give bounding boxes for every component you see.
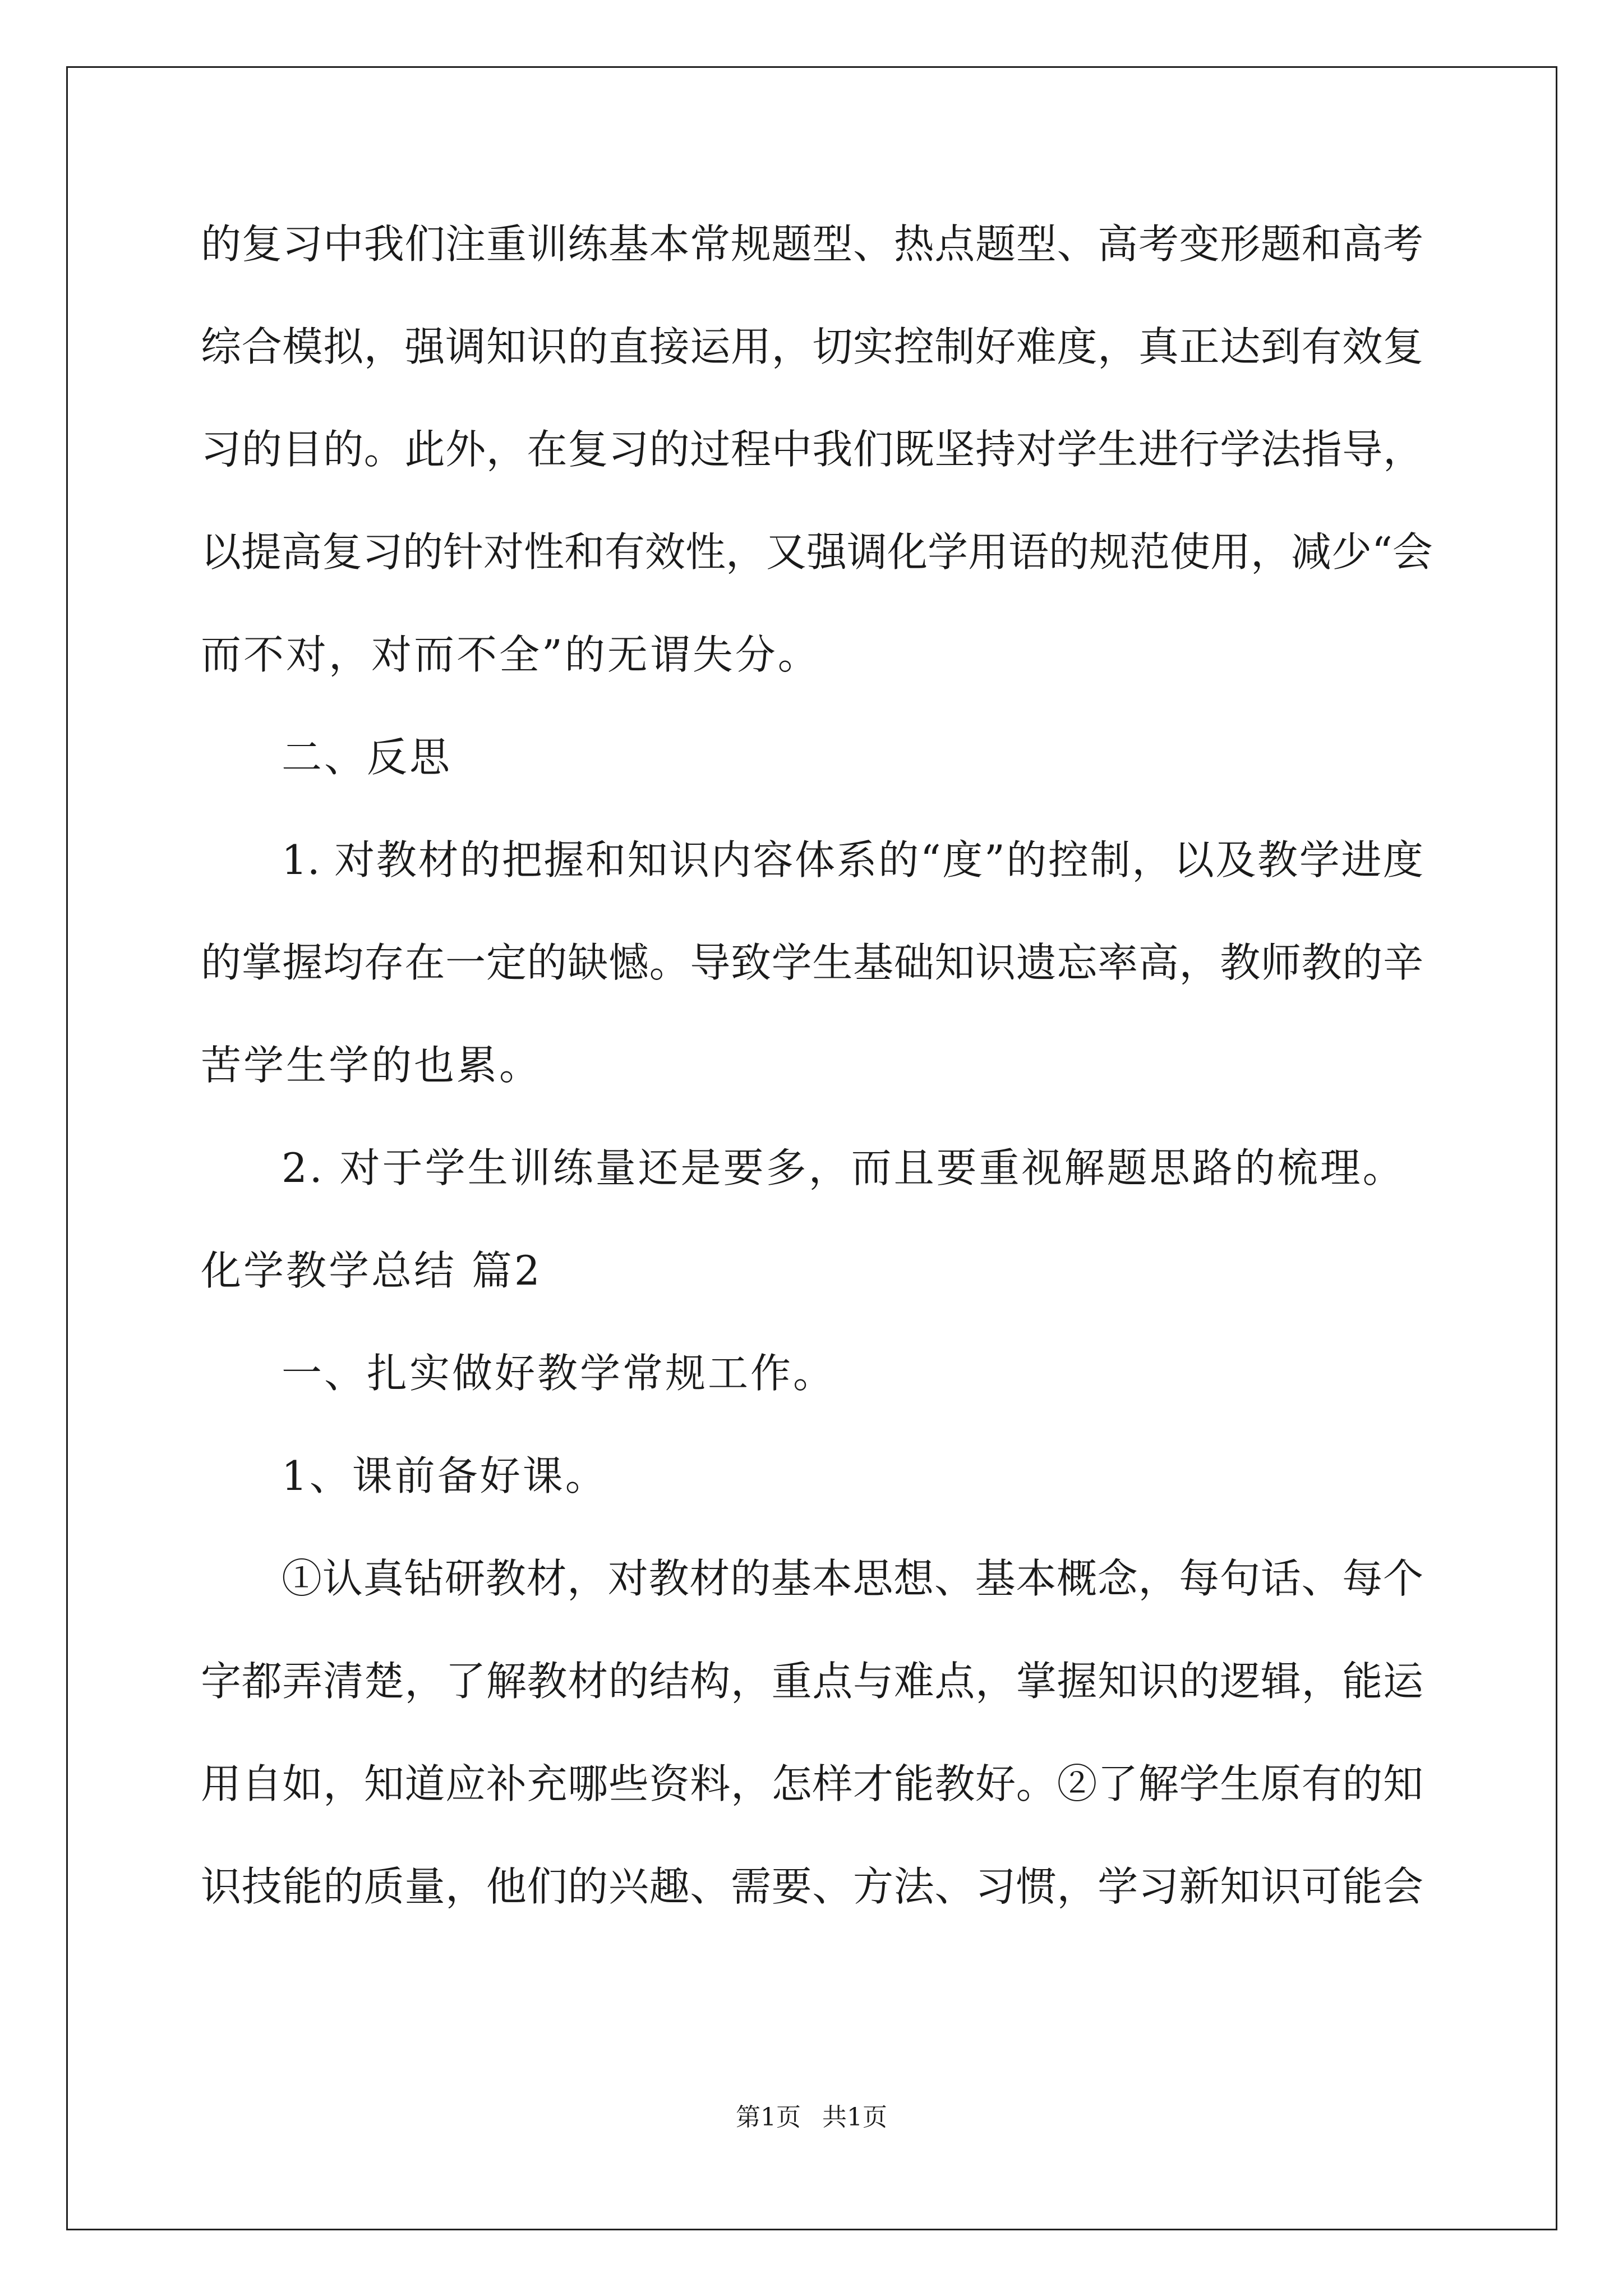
paragraph-line: 1. 对教材的把握和知识内容体系的“度”的控制，以及教学进度 <box>282 836 1423 884</box>
paragraph-line: 苦学生学的也累。 <box>201 1042 542 1089</box>
paragraph-line: 以提高复习的针对性和有效性，又强调化学用语的规范使用，减少“会 <box>201 528 1433 576</box>
paragraph-line: 综合模拟，强调知识的直接运用，切实控制好难度，真正达到有效复 <box>201 323 1423 370</box>
paragraph-line: 而不对，对而不全”的无谓失分。 <box>201 631 820 678</box>
paragraph-line: 的掌握均存在一定的缺憾。导致学生基础知识遗忘率高，教师教的辛 <box>201 939 1423 986</box>
paragraph-line: 识技能的质量，他们的兴趣、需要、方法、习惯，学习新知识可能会 <box>201 1863 1423 1910</box>
section-heading: 二、反思 <box>282 734 453 781</box>
paragraph-line: 2. 对于学生训练量还是要多，而且要重视解题思路的梳理。 <box>282 1144 1405 1191</box>
paragraph-line: 习的目的。此外，在复习的过程中我们既坚持对学生进行学法指导， <box>201 426 1423 473</box>
paragraph-line: ①认真钻研教材，对教材的基本思想、基本概念，每句话、每个 <box>282 1555 1423 1602</box>
article-title: 化学教学总结 篇2 <box>201 1247 542 1294</box>
section-heading: 一、扎实做好教学常规工作。 <box>282 1350 836 1397</box>
paragraph-line: 的复习中我们注重训练基本常规题型、热点题型、高考变形题和高考 <box>201 220 1423 268</box>
paragraph-line: 用自如，知道应补充哪些资料，怎样才能教好。②了解学生原有的知 <box>201 1760 1423 1807</box>
subsection-heading: 1、课前备好课。 <box>282 1452 608 1499</box>
page-footer: 第1页 共1页 <box>736 2103 887 2132</box>
paragraph-line: 字都弄清楚，了解教材的结构，重点与难点，掌握知识的逻辑，能运 <box>201 1658 1423 1705</box>
